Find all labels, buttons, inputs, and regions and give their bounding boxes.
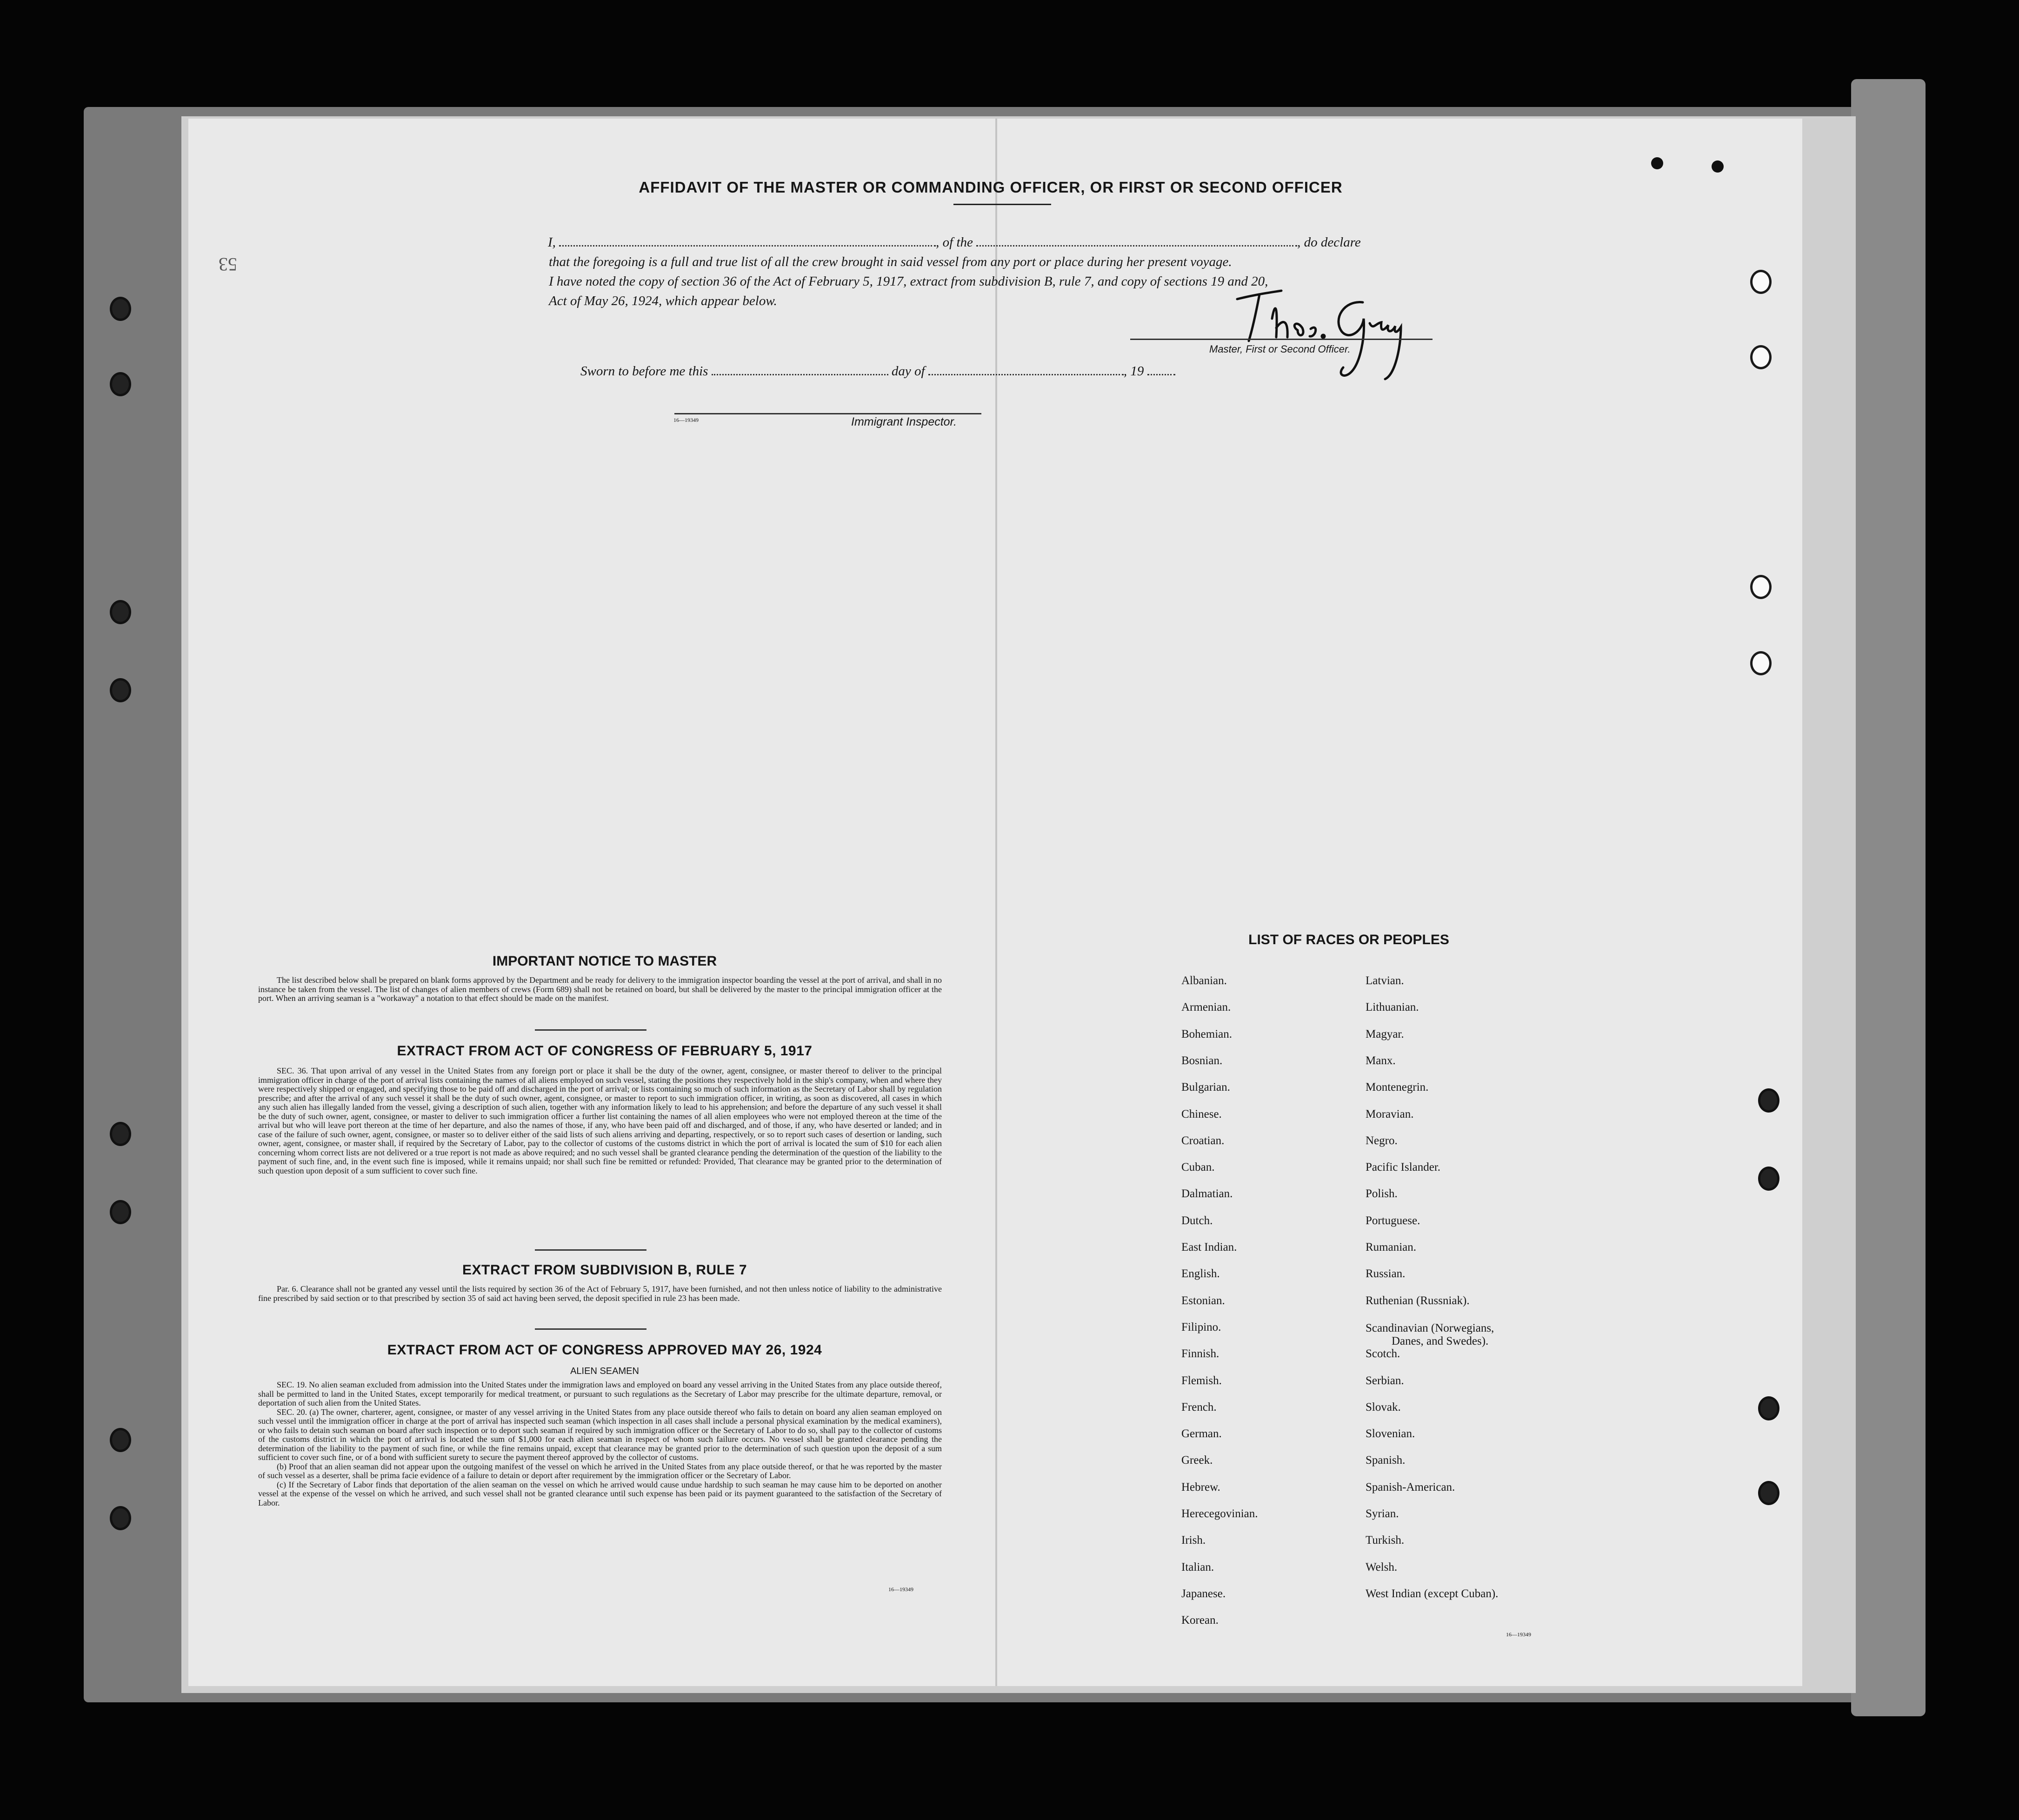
race-item: Slovenian. [1366,1427,1415,1440]
race-item: Turkish. [1366,1534,1405,1547]
form-number: 16—19349 [888,1586,913,1593]
race-item: Korean. [1181,1614,1219,1627]
signature-label: Master, First or Second Officer. [1209,343,1351,355]
sec20a-paragraph: SEC. 20. (a) The owner, charterer, agent, consignee, or master of any vessel arriving in the United States from any place outside thereof who fails to detain on board any alien seaman employed on such vessel until the immigration officer in charge at the port of arrival has inspected such seaman (which inspection in all cases shall include a personal physical examination by the medical examiners), or who fails to detain such seaman on board after such inspection or to deport such seaman if required by such immigration officer or the Secretary of Labor to do so, shall pay to the collector of customs of the customs district in which the port of arrival is located the sum of $1,000 for each alien seaman in respect of whom such failure occurs. No vessel shall be granted clearance pending the determination of the liability to the payment of such fine, or while the fine remains unpaid, except that clearance may be granted prior to the determination of such question upon the deposit of a sum sufficient to cover such fine, or of a bond with sufficient surety to secure the payment thereof approved by the collector of customs. [258,1407,942,1462]
race-item: Albanian. [1181,974,1227,987]
race-item: Serbian. [1366,1374,1404,1387]
race-item: German. [1181,1427,1222,1440]
declaration-line [548,235,1459,250]
race-item: Estonian. [1181,1294,1225,1307]
race-item: Spanish-American. [1366,1480,1455,1493]
race-item: Croatian. [1181,1134,1225,1147]
race-item: French. [1181,1400,1217,1413]
race-item: Italian. [1181,1560,1214,1573]
race-item: Negro. [1366,1134,1398,1147]
punch-hole [1758,1167,1779,1191]
sec20c-paragraph: (c) If the Secretary of Labor finds that deportation of the alien seaman on the vessel on which he arrived would cause undue hardship to such seaman he may cause him to be deported on another vessel at the expense of the vessel on which he arrived, and such vessel shall not be granted clearance until such expense has been paid or its payment guaranteed to the satisfaction of the Secretary of Labor. [258,1480,942,1507]
race-item: East Indian. [1181,1241,1237,1253]
race-item: English. [1181,1267,1220,1280]
extract-rule7-title: EXTRACT FROM SUBDIVISION B, RULE 7 [462,1262,747,1278]
section-rule [535,1029,646,1031]
declaration-of-the: , of the [936,235,973,250]
race-item: Scandinavian (Norwegians, [1366,1321,1494,1334]
race-item: Bulgarian. [1181,1081,1230,1094]
race-item: Rumanian. [1366,1241,1417,1253]
punch-hole [110,1506,131,1530]
race-item: Spanish. [1366,1454,1406,1467]
punch-hole [1758,1396,1779,1420]
affidavit-text-line: that the foregoing is a full and true list of all the crew brought in said vessel from any port or place during her present voyage. [549,254,1232,269]
sworn-line [580,364,1492,379]
race-item: Latvian. [1366,974,1404,987]
section-rule [535,1328,646,1330]
title-rule [953,204,1051,205]
race-item: Pacific Islander. [1366,1161,1441,1174]
punch-hole [1758,1088,1779,1113]
punch-hole [110,600,131,624]
year-blank [1147,374,1175,375]
punch-hole [1750,345,1772,369]
punch-hole [110,678,131,702]
notice-paragraph: The list described below shall be prepared on blank forms approved by the Department and be ready for delivery to the immigration inspector boarding the vessel at the port of arrival, and shall in no instance be taken from the vessel. The list of changes of alien members of crews (Form 689) shall not be retained on board, but shall be delivered by the master to the principal immigration officer at the port. When an arriving seaman is a "workaway" a notation to that effect should be made on the manifest. [258,975,942,1003]
race-item: Portuguese. [1366,1214,1420,1227]
name-blank [559,245,936,247]
binder-spine [1851,79,1926,1716]
race-item: Bosnian. [1181,1054,1223,1067]
punch-hole [1750,651,1772,675]
race-item: Montenegrin. [1366,1081,1429,1094]
race-item: Moravian. [1366,1107,1414,1120]
race-item: Finnish. [1181,1347,1219,1360]
race-item: Slovak. [1366,1400,1401,1413]
race-item: Japanese. [1181,1587,1226,1600]
rivet [1712,160,1724,173]
affidavit-text-line: I have noted the copy of section 36 of the Act of February 5, 1917, extract from subdivision B, rule 7, and copy of sections 19 and 20, [549,274,1268,289]
punch-hole [1758,1481,1779,1505]
race-item: Dutch. [1181,1214,1213,1227]
declaration-do-declare: , do declare [1297,235,1361,250]
page-fold [995,119,997,1686]
race-item: Flemish. [1181,1374,1222,1387]
race-item: Polish. [1366,1187,1398,1200]
rivet [1651,157,1663,169]
notice-title: IMPORTANT NOTICE TO MASTER [492,953,717,969]
signature-line [1130,339,1433,340]
race-item: Filipino. [1181,1320,1221,1333]
extract-1917-paragraph: SEC. 36. That upon arrival of any vessel in the United States from any foreign port or place it shall be the duty of the owner, agent, consignee, or master thereof to deliver to the principal immigration officer in charge of the port of arrival lists containing the names of all aliens employed on such vessel, stating the positions they respectively hold in the ship's company, when and where they were respectively shipped or engaged, and specifying those to be paid off and discharged in the port of arrival; or lists containing so much of such information as the Secretary of Labor shall by regulation prescribe; and after the arrival of any such vessel it shall be the duty of such owner, agent, consignee, or master to report to such immigration officer, in writing, as soon as discovered, all cases in which any such alien has illegally landed from the vessel, giving a description of such alien, together with any information likely to lead to his apprehension; and before the departure of any such vessel it shall be the duty of such owner, agent, consignee, or master to deliver to such immigration officer a further list containing the names of all alien employees who were not employed thereon at the time of the arrival but who will leave port thereon at the time of her departure, and also the names of those, if any, who have been paid off and discharged, and of those, if any, who have deserted or landed; and in case of the failure of such owner, agent, consignee, or master so to deliver either of the said lists of such aliens arriving and departing, respectively, or so to report such cases of desertion or landing, such owner, agent, consignee, or master shall, if required by the Secretary of Labor, pay to the collector of customs of the customs district in which the port of arrival is located the sum of $10 for each alien concerning whom correct lists are not delivered or a true report is not made as above required; and no such vessel shall be granted clearance pending the determination of the question of the liability to the payment of such fine, and, in the event such fine is imposed, while it remains unpaid; nor shall such fine be remitted or refunded: Provided, That clearance may be granted prior to the determination of such question upon deposit of a sum sufficient to cover such fine. [258,1066,942,1175]
race-item: Russian. [1366,1267,1406,1280]
punch-hole [110,372,131,396]
day-blank [712,374,888,375]
race-item: Dalmatian. [1181,1187,1233,1200]
race-item: Hebrew. [1181,1480,1220,1493]
sec19-paragraph: SEC. 19. No alien seaman excluded from admission into the United States under the immigration laws and employed on board any vessel arriving in the United States from any place outside thereof, shall be permitted to land in the United States, except temporarily for medical treatment, or pursuant to such regulations as the Secretary of Labor may prescribe for the ultimate departure, removal, or deportation of such alien from the United States. [258,1380,942,1407]
year-text: , 19 [1123,364,1144,379]
punch-hole [110,1200,131,1224]
race-item: Greek. [1181,1454,1213,1467]
sworn-text: Sworn to before me this [580,364,708,379]
races-title: LIST OF RACES OR PEOPLES [1248,932,1449,947]
race-item: Chinese. [1181,1107,1222,1120]
notice-text [258,976,942,1003]
section-rule [535,1249,646,1251]
extract-1924-title: EXTRACT FROM ACT OF CONGRESS APPROVED MAY 26, 1924 [387,1342,822,1358]
race-item: Welsh. [1366,1560,1398,1573]
race-item: Armenian. [1181,1001,1231,1014]
race-item: Magyar. [1366,1027,1404,1040]
extract-rule7-text [258,1285,942,1303]
race-item: West Indian (except Cuban). [1366,1587,1499,1600]
affidavit-title: AFFIDAVIT OF THE MASTER OR COMMANDING OFFICER, OR FIRST OR SECOND OFFICER [639,179,1343,196]
punch-hole [1750,575,1772,599]
race-item: Irish. [1181,1534,1206,1547]
race-item: Cuban. [1181,1161,1215,1174]
punch-hole [110,1122,131,1146]
margin-number: 53 [219,254,237,275]
form-number: 16—19349 [1506,1631,1531,1638]
punch-hole [110,297,131,321]
race-item: Ruthenian (Russniak). [1366,1294,1470,1307]
affidavit-text-line: Act of May 26, 1924, which appear below. [549,293,777,308]
race-item: Manx. [1366,1054,1396,1067]
month-blank [928,374,1124,375]
race-item: Herecegovinian. [1181,1507,1258,1520]
vessel-blank [976,245,1297,247]
race-item: Scotch. [1366,1347,1400,1360]
inspector-signature-line [674,413,981,414]
race-item: Danes, and Swedes). [1392,1334,1489,1347]
race-item: Lithuanian. [1366,1001,1419,1014]
day-of-text: day of [891,364,925,379]
punch-hole [110,1428,131,1452]
sec20b-paragraph: (b) Proof that an alien seaman did not appear upon the outgoing manifest of the vessel on which he arrived in the United States from any place outside thereof, or that he was reported by the master of such vessel as a deserter, shall be prima facie evidence of a failure to detain or deport after requirement by the immigration officer or the Secretary of Labor. [258,1461,942,1480]
inspector-label: Immigrant Inspector. [851,415,957,428]
extract-1917-text [258,1067,942,1175]
form-number: 16—19349 [673,417,699,423]
race-item: Syrian. [1366,1507,1399,1520]
declaration-i: I, [548,235,556,250]
punch-hole [1750,270,1772,294]
extract-1924-subtitle: ALIEN SEAMEN [570,1366,639,1376]
extract-1924-text [258,1380,942,1507]
extract-rule7-paragraph: Par. 6. Clearance shall not be granted any vessel until the lists required by section 36 of the Act of February 5, 1917, have been furnished, and not then unless notice of liability to the administrative fine prescribed by said section or to that prescribed by section 35 of said act having been served, the deposit specified in rule 23 has been made. [258,1284,942,1303]
race-item: Bohemian. [1181,1027,1233,1040]
extract-1917-title: EXTRACT FROM ACT OF CONGRESS OF FEBRUARY 5, 1917 [397,1043,813,1059]
